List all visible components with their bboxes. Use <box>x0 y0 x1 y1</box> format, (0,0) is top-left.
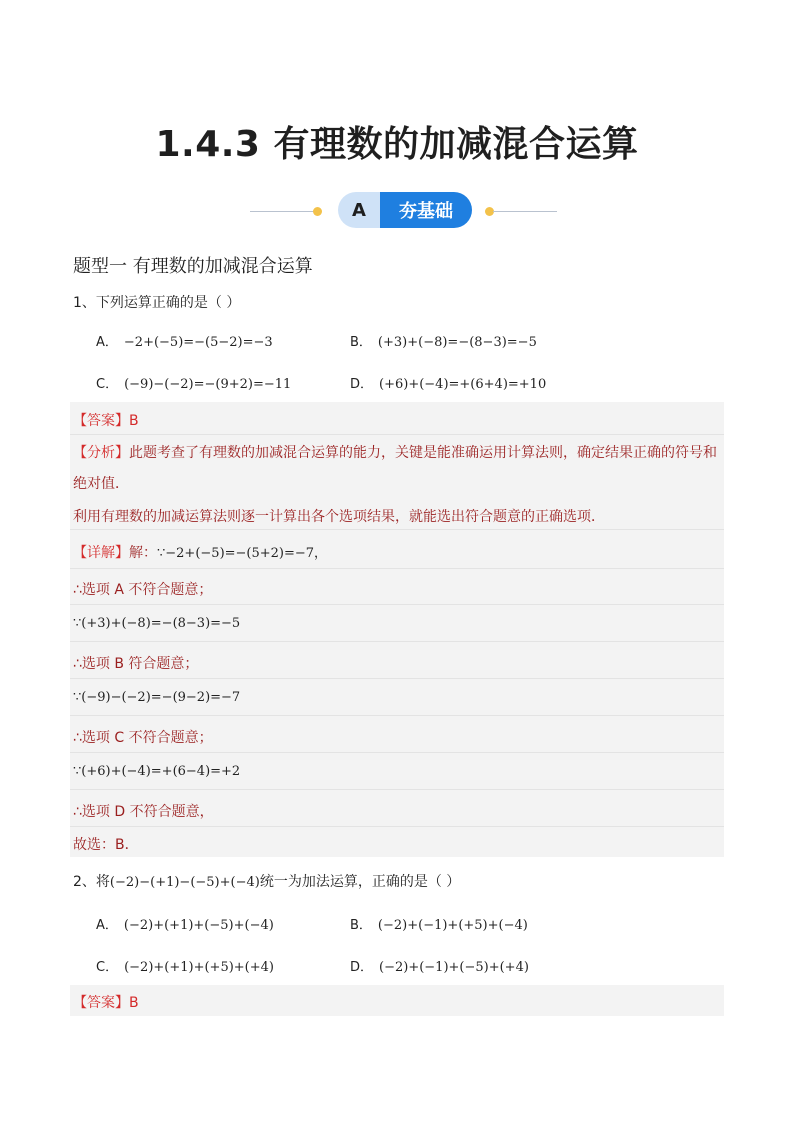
q1-detail-intro <box>73 542 327 562</box>
detail-text: 解： <box>129 545 157 561</box>
answer-value: B <box>129 413 139 429</box>
option-expr: (−9)−(−2)=−(9+2)=−11 <box>124 377 292 392</box>
banner-label: 夯基础 <box>380 192 472 228</box>
q2-answer <box>73 992 139 1012</box>
detail-expr: ∵−2+(−5)=−(5+2)=−7， <box>157 546 328 561</box>
banner-letter: A <box>338 192 380 228</box>
option-label: C． <box>96 960 119 975</box>
divider <box>70 715 724 716</box>
section-title: 题型一 有理数的加减混合运算 <box>73 256 313 277</box>
option-expr: (+3)+(−8)=−(8−3)=−5 <box>377 335 537 350</box>
option-expr: (−2)+(−1)+(+5)+(−4) <box>377 918 528 933</box>
banner-line-left <box>250 211 314 212</box>
q1-option-a <box>96 331 273 350</box>
q2-option-d <box>350 956 529 975</box>
q1-analysis-line-3: 利用有理数的加减运算法则逐一计算出各个选项结果，就能选出符合题意的正确选项． <box>73 509 605 525</box>
q2-option-a <box>96 914 274 933</box>
page-title: 1.4.3 有理数的加减混合运算 <box>155 124 639 165</box>
q1-stem: 1、下列运算正确的是（ ） <box>73 295 241 311</box>
divider <box>70 529 724 530</box>
q1-option-d <box>350 373 546 392</box>
q2-stem <box>73 871 460 891</box>
q1-step: ∵(+6)+(−4)=+(6−4)=+2 <box>73 764 241 779</box>
q1-step: ∵(−9)−(−2)=−(9−2)=−7 <box>73 690 241 705</box>
divider <box>70 604 724 605</box>
q2-answer-box <box>70 985 724 1016</box>
answer-value: B <box>129 995 139 1011</box>
divider <box>70 434 724 435</box>
q1-option-c <box>96 373 291 392</box>
option-label: C． <box>96 377 119 392</box>
banner-line-right <box>493 211 557 212</box>
option-expr: −2+(−5)=−(5−2)=−3 <box>123 335 273 350</box>
divider <box>70 789 724 790</box>
section-banner <box>0 192 794 230</box>
option-expr: (−2)+(+1)+(−5)+(−4) <box>123 918 274 933</box>
q2-stem-expr: (−2)−(+1)−(−5)+(−4) <box>109 875 260 890</box>
option-label: A． <box>96 335 118 350</box>
analysis-text: 此题考查了有理数的加减混合运算的能力，关键是能准确运用计算法则，确定结果正确的符号和 <box>129 445 717 461</box>
q1-analysis-line-1 <box>73 442 717 462</box>
q1-answer <box>73 410 139 430</box>
q1-step: ∴选项 A 不符合题意； <box>73 582 213 598</box>
q2-option-c <box>96 956 274 975</box>
q1-conclusion: 故选：B． <box>73 837 139 853</box>
detail-tag: 【详解】 <box>73 545 129 561</box>
divider <box>70 568 724 569</box>
answer-tag: 【答案】 <box>73 995 129 1011</box>
option-expr: (−2)+(−1)+(−5)+(+4) <box>379 960 529 975</box>
option-expr: (−2)+(+1)+(+5)+(+4) <box>124 960 274 975</box>
q1-step: ∴选项 B 符合题意； <box>73 656 199 672</box>
option-expr: (+6)+(−4)=+(6+4)=+10 <box>379 377 547 392</box>
option-label: D． <box>350 960 374 975</box>
answer-tag: 【答案】 <box>73 413 129 429</box>
divider <box>70 826 724 827</box>
q1-step: ∵(+3)+(−8)=−(8−3)=−5 <box>73 616 241 631</box>
option-label: A． <box>96 918 118 933</box>
q1-option-b <box>350 331 537 350</box>
q2-stem-post: 统一为加法运算，正确的是（ ） <box>259 874 461 890</box>
option-label: B． <box>350 918 372 933</box>
option-label: D． <box>350 377 374 392</box>
banner-pill <box>338 192 472 228</box>
divider <box>70 752 724 753</box>
banner-dot-left <box>313 207 322 216</box>
q1-analysis-line-2: 绝对值． <box>73 476 129 492</box>
q2-option-b <box>350 914 528 933</box>
q2-stem-pre: 2、将 <box>73 874 110 890</box>
q1-step: ∴选项 D 不符合题意， <box>73 804 214 820</box>
analysis-tag: 【分析】 <box>73 445 129 461</box>
option-label: B． <box>350 335 372 350</box>
divider <box>70 678 724 679</box>
divider <box>70 641 724 642</box>
q1-step: ∴选项 C 不符合题意； <box>73 730 213 746</box>
